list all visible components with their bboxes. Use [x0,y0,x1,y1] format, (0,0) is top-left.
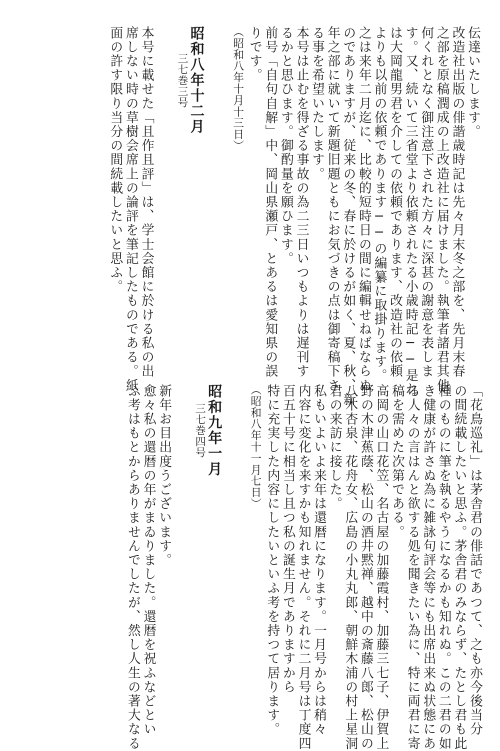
text-line: 年之部に就いて新題旧題ともにお気づきの点は御寄稿下さ [324,26,340,393]
section-heading-dec-1933 [176,26,205,135]
text-line: 新年お目出度うございます。 [156,384,172,568]
text-line: る人々の言はんと欲する処を聞きたい為に、特に両君に寄 [404,384,420,751]
section-heading-jan-1934 [193,384,222,477]
text-line: 内容に変化を来すかも知れません。それに二月号は丁度四 [295,384,311,751]
text-line: 百五十号に相当し且つ私の誕生月でありますから [279,384,295,695]
text-line: 改造社出版の俳諧歳時記は先々月末冬之部を、先月末春 [449,26,465,379]
text-line: は大岡龍男君を介しての依頼であります、改造社の依頼 [387,26,403,379]
text-line: 高岡の山口花笠、名古屋の加藤霞村、加藤三七子、伊賀上 [373,384,389,751]
text-line: き健康が許さぬ為に雑詠句評会等にも出席出来ぬ状態にあ [420,384,436,751]
text-line: 面の許す限り当分の間続載したいと思ふ。 [107,26,123,294]
bottom-section [18,384,482,751]
top-section [18,26,482,407]
text-line: 「花鳥巡礼」は茅舎君の俳話であつて、之も亦今後当分 [467,384,482,737]
text-line: 本号に載せた「且作且評」は、学士会館に於ける私の出 [138,26,154,379]
text-line: 伝達いたします。 [465,26,480,139]
text-line: ふ考はもとからありませんでしたが、然し人生の著大なる [124,384,140,751]
text-line: 種のものに筆を執るやうになるかも知れぬ。この二君の如 [435,384,451,751]
text-line: 本号は止むを得ざる事故の為二三日いつもよりは遅刊す [293,26,309,379]
text-line: の間続載したいと思ふ。茅舎君のみならず、たとし君も此 [451,384,467,751]
text-line: 特に充実した内容にしたいといふ考を持つて居ります。 [264,384,280,737]
text-line: 前号「自句自解」中、岡山県瀬戸、とあるは愛知県の誤 [262,26,278,379]
text-line: 之は来年二月迄に、比較的短時日の間に編輯せねばならぬ [355,26,371,393]
text-line: 野の木津蕉蔭、松山の酒井黙禅、越中の斎藤八郎、松山の [357,384,373,751]
text-line: 愈々私の還暦の年がまゐりました。還暦を祝ふなどとい [140,384,156,737]
date-note: （昭和八年十月十三日） [232,26,246,152]
text-line: のでありますが、従来の冬、春に於けるが如く、夏、秋、新 [340,26,356,407]
text-line: よりも以前の依頼であります──の編纂に取掛ります。 [371,26,387,383]
text-line: す。又、続いて三省堂より依頼されたる小歳時記──是れ [402,26,418,397]
text-line: 稿を需めた次第である。 [389,384,405,540]
text-line: 之部を原稿潤成の上改造社に届けました。執筆者諸君其他 [433,26,449,393]
section-heading: 昭和八年十二月 [188,26,205,135]
text-line: りです。 [246,26,262,83]
text-line: 何くれとなく御注意下された方々に深甚の謝意を表しま [418,26,434,379]
section-heading: 昭和九年一月 [206,384,223,477]
text-line: る事を希望いたします。 [309,26,325,182]
date-note: （昭和八年十一月七日） [249,384,263,510]
issue-ref: 三七巻三号 [176,52,189,108]
text-line: るかと思ひます。御酌量を願ひます。 [277,26,293,266]
text-line: 君の来訪に接した。 [326,384,342,511]
issue-ref: 三七巻四号 [194,403,207,458]
text-line: 私もいよいよ来年は還暦になります。一月号からは稍々 [311,384,327,737]
text-line: 席しない時の草樹会席上の論評を筆記したものである。紙 [122,26,138,393]
text-line: 八木杏泉、花舟女、広島の小丸丸郎、朝鮮木浦の村上星洞 [342,384,358,751]
